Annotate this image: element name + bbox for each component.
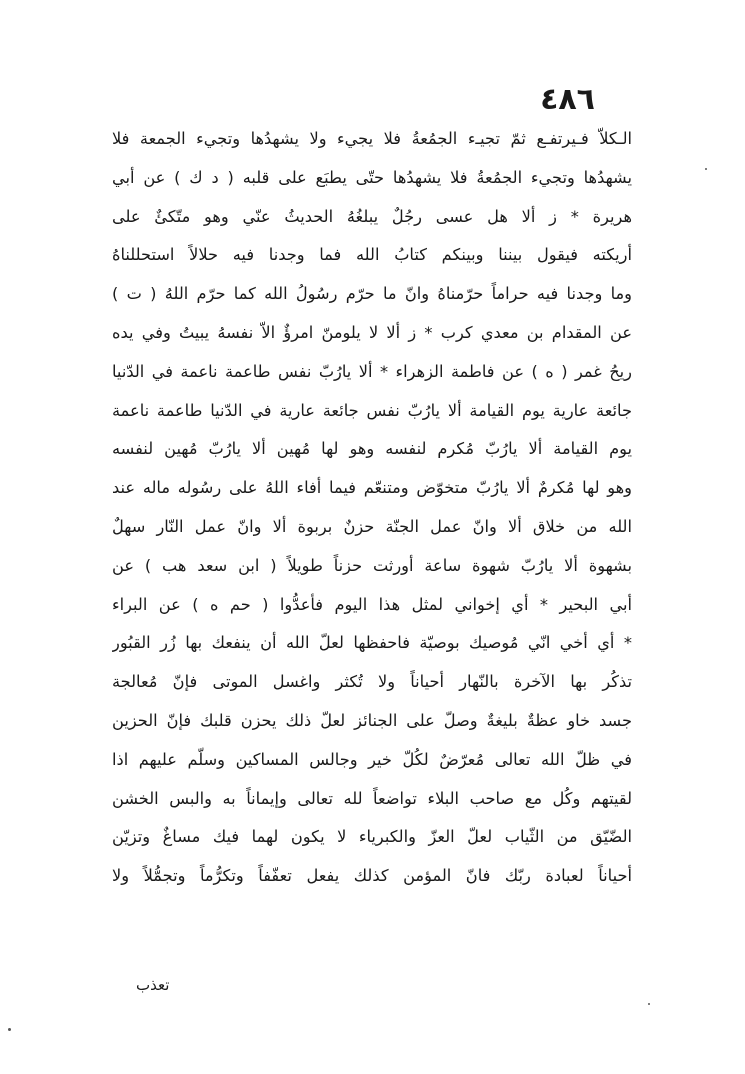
text-line: تذكُر بها الآخرة بالنّهار أحياناً ولا تُكثر واغسل الموتى فإنّ مُعالجة xyxy=(112,672,632,692)
text-line: وهو لها مُكرمٌ ألا يارُبّ متخوّض ومتنعّم فيما أفاء اللهُ على رسُوله ماله عند xyxy=(112,478,632,498)
text-line: عن المقدام بن معدي كرب * ز ألا لا يلومنّ امرؤٌ الاّ نفسهُ يبيتُ وفي يده xyxy=(112,322,632,342)
text-line: أبي البحير * أي إخواني لمثل هذا اليوم فأعدُّوا ( حم ه ) عن البراء xyxy=(112,594,632,614)
text-line: الـكلاّ فـيرتفـع ثمّ تجيـء الجمُعةُ فلا يجيء ولا يشهدُها وتجيء الجمعة فلا xyxy=(112,129,632,148)
text-line: يشهدُها وتجيء الجمُعةُ فلا يشهدُها حتّى يطبَع على قلبه ( د ك ) عن أبي xyxy=(112,167,632,187)
text-line: ريحُ غمر ( ه ) عن فاطمة الزهراء * ألا يارُبّ نفس طاعمة ناعمة في الدّنيا xyxy=(112,361,632,381)
text-line: هريرة * ز ألا هل عسى رجُلٌ يبلغُهُ الحديثُ عنّي وهو متّكئٌ على xyxy=(112,206,632,226)
scan-speck xyxy=(648,1003,650,1005)
text-line: يوم القيامة ألا يارُبّ مُكرم لنفسه وهو لها مُهين ألا يارُبّ مُهين لنفسه xyxy=(112,439,632,459)
text-line: الله من خلاق ألا وانّ عمل الجنّة حزنٌ بربوة ألا وانّ عمل النّار سهلٌ xyxy=(112,516,632,536)
scan-speck xyxy=(705,168,707,170)
text-line: جائعة عارية يوم القيامة ألا يارُبّ نفس جائعة عارية في الدّنيا طاعمة ناعمة xyxy=(112,400,632,420)
catchword: تعذب xyxy=(136,976,170,994)
page-number: ٤٨٦ xyxy=(540,82,595,117)
text-line: في ظلّ الله تعالى مُعرّضٌ لكُلّ خير وجالس المساكين وسلّم عليهم اذا xyxy=(112,749,632,769)
hadith-text-block xyxy=(112,120,632,896)
text-line: جسد خاو عظةٌ بليغةٌ وصلّ على الجنائز لعلّ ذلك يحزن قلبك فإنّ الحزين xyxy=(112,710,632,730)
scan-speck xyxy=(8,1028,11,1031)
text-line: وما وجدنا فيه حراماً حرّمناهُ وانّ ما حرّم رسُولُ الله كما حرّم اللهُ ( ت ) xyxy=(112,284,632,304)
text-line: أحياناً لعبادة ربّك فانّ المؤمن كذلك يفعل تعفّفاً وتكرُّماً وتجمُّلاً ولا xyxy=(112,866,632,886)
text-line: أريكته فيقول بيننا وبينكم كتابُ الله فما وجدنا فيه حلالاً استحللناهُ xyxy=(112,245,632,265)
text-line: الضّيّق من الثّياب لعلّ العزّ والكبرياء لا يكون لهما فيك مساغٌ وتزيّن xyxy=(112,827,632,847)
text-line: لقيتهم وكُل مع صاحب البلاء تواضعاً لله تعالى وإيماناً به والبس الخشن xyxy=(112,788,632,808)
text-line: * أي أخي انّي مُوصيك بوصيّة فاحفظها لعلّ الله أن ينفعك بها زُر القبُور xyxy=(112,633,632,653)
text-line: بشهوة ألا يارُبّ شهوة ساعة أورثت حزناً طويلاً ( ابن سعد هب ) عن xyxy=(112,555,632,575)
